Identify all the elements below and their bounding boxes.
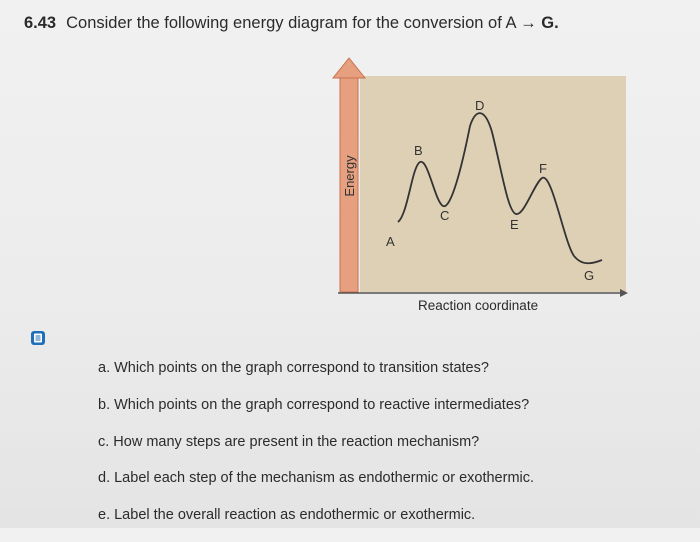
notes-icon[interactable] [30,330,46,346]
energy-diagram [330,54,630,304]
problem-title [24,14,559,33]
point-label-a: A [386,234,395,249]
question-b: b. Which points on the graph correspond to reactive intermediates? [98,396,530,413]
point-label-f: F [539,161,547,176]
point-label-g: G [584,268,595,283]
problem-number: 6.43 [24,14,57,32]
question-e: e. Label the overall reaction as endothermic or exothermic. [98,507,476,524]
question-a: a. Which points on the graph correspond to transition states? [98,360,489,376]
point-label-e: E [510,217,519,232]
point-label-d: D [475,98,485,113]
question-c: c. How many steps are present in the reaction mechanism? [98,433,480,450]
point-label-b: B [414,143,423,158]
reaction-arrow: → [520,14,537,32]
problem-prompt: Consider the following energy diagram for the conversion of A [66,14,516,32]
question-list [98,358,534,542]
energy-axis-label: Energy [342,155,357,197]
x-axis-label: Reaction coordinate [418,298,539,313]
energy-arrow-head [333,58,365,78]
diagram-panel [360,76,626,292]
question-d: d. Label each step of the mechanism as endothermic or exothermic. [98,470,535,487]
product-label: G. [541,14,559,32]
point-label-c: C [440,208,450,223]
